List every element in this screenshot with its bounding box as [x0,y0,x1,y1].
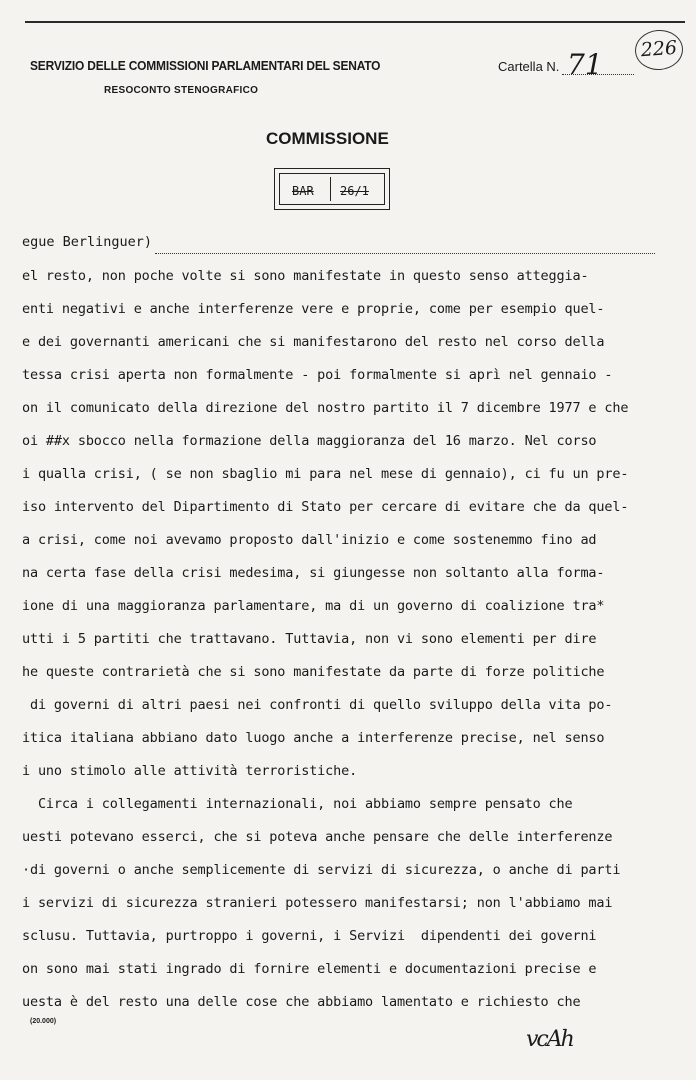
page-number-circle: 226 [634,28,685,71]
body-line: oi ##x sbocco nella formazione della maggioranza del 16 marzo. Nel corso [22,433,597,449]
body-line: enti negativi e anche interferenze vere e proprie, come per esempio quel- [22,301,605,317]
code-divider [330,177,331,201]
body-line: sclusu. Tuttavia, purtroppo i governi, i Servizi dipendenti dei governi [22,928,597,944]
cartella-underline [562,74,634,75]
header-subtitle: RESOCONTO STENOGRAFICO [104,85,259,96]
body-line: uesta è del resto una delle cose che abbiamo lamentato e richiesto che [22,994,581,1010]
handwritten-initials: vcAh [526,1027,573,1052]
body-line: on il comunicato della direzione del nostro partito il 7 dicembre 1977 e che [22,400,629,416]
cartella-number: 71 [567,48,603,81]
body-line: di governi di altri paesi nei confronti di quello sviluppo della vita po- [22,697,613,713]
body-line: itica italiana abbiano dato luogo anche a interferenze precise, nel senso [22,730,605,746]
body-line: na certa fase della crisi medesima, si giungesse non soltanto alla forma- [22,565,605,581]
commission-title: COMMISSIONE [266,129,389,148]
code-box [274,168,390,210]
speaker-dotted-line [155,253,655,254]
body-line: i uno stimolo alle attività terroristiche. [22,763,358,779]
body-line: he queste contrarietà che si sono manifestate da parte di forze politiche [22,664,605,680]
code-box-inner [279,173,385,205]
body-line: uesti potevano esserci, che si poteva anche pensare che delle interferenze [22,829,613,845]
body-line: el resto, non poche volte si sono manifestate in questo senso atteggia- [22,268,589,284]
speaker-label: egue Berlinguer) [22,234,153,250]
header-title: SERVIZIO DELLE COMMISSIONI PARLAMENTARI DEL SENATO [30,58,381,73]
body-line: e dei governanti americani che si manifestarono del resto nel corso della [22,334,605,350]
cartella-label: Cartella N. [498,59,560,74]
top-rule [25,21,685,23]
body-line: tessa crisi aperta non formalmente - poi formalmente si aprì nel gennaio - [22,367,613,383]
body-line: utti i 5 partiti che trattavano. Tuttavia, non vi sono elementi per dire [22,631,597,647]
print-run-stamp: (20.000) [30,1018,57,1025]
body-line: ·di governi o anche semplicemente di servizi di sicurezza, o anche di parti [22,862,621,878]
body-line: ione di una maggioranza parlamentare, ma di un governo di coalizione tra* [22,598,605,614]
code-right: 26/1 [340,184,369,198]
code-left: BAR [292,184,314,198]
body-line: i qualla crisi, ( se non sbaglio mi para nel mese di gennaio), ci fu un pre- [22,466,629,482]
body-line: i servizi di sicurezza stranieri potessero manifestarsi; non l'abbiamo mai [22,895,613,911]
body-line: on sono mai stati ingrado di fornire elementi e documentazioni precise e [22,961,597,977]
body-line: iso intervento del Dipartimento di Stato per cercare di evitare che da quel- [22,499,629,515]
body-line: Circa i collegamenti internazionali, noi abbiamo sempre pensato che [22,796,573,812]
body-line: a crisi, come noi avevamo proposto dall'inizio e come sostenemmo fino ad [22,532,597,548]
